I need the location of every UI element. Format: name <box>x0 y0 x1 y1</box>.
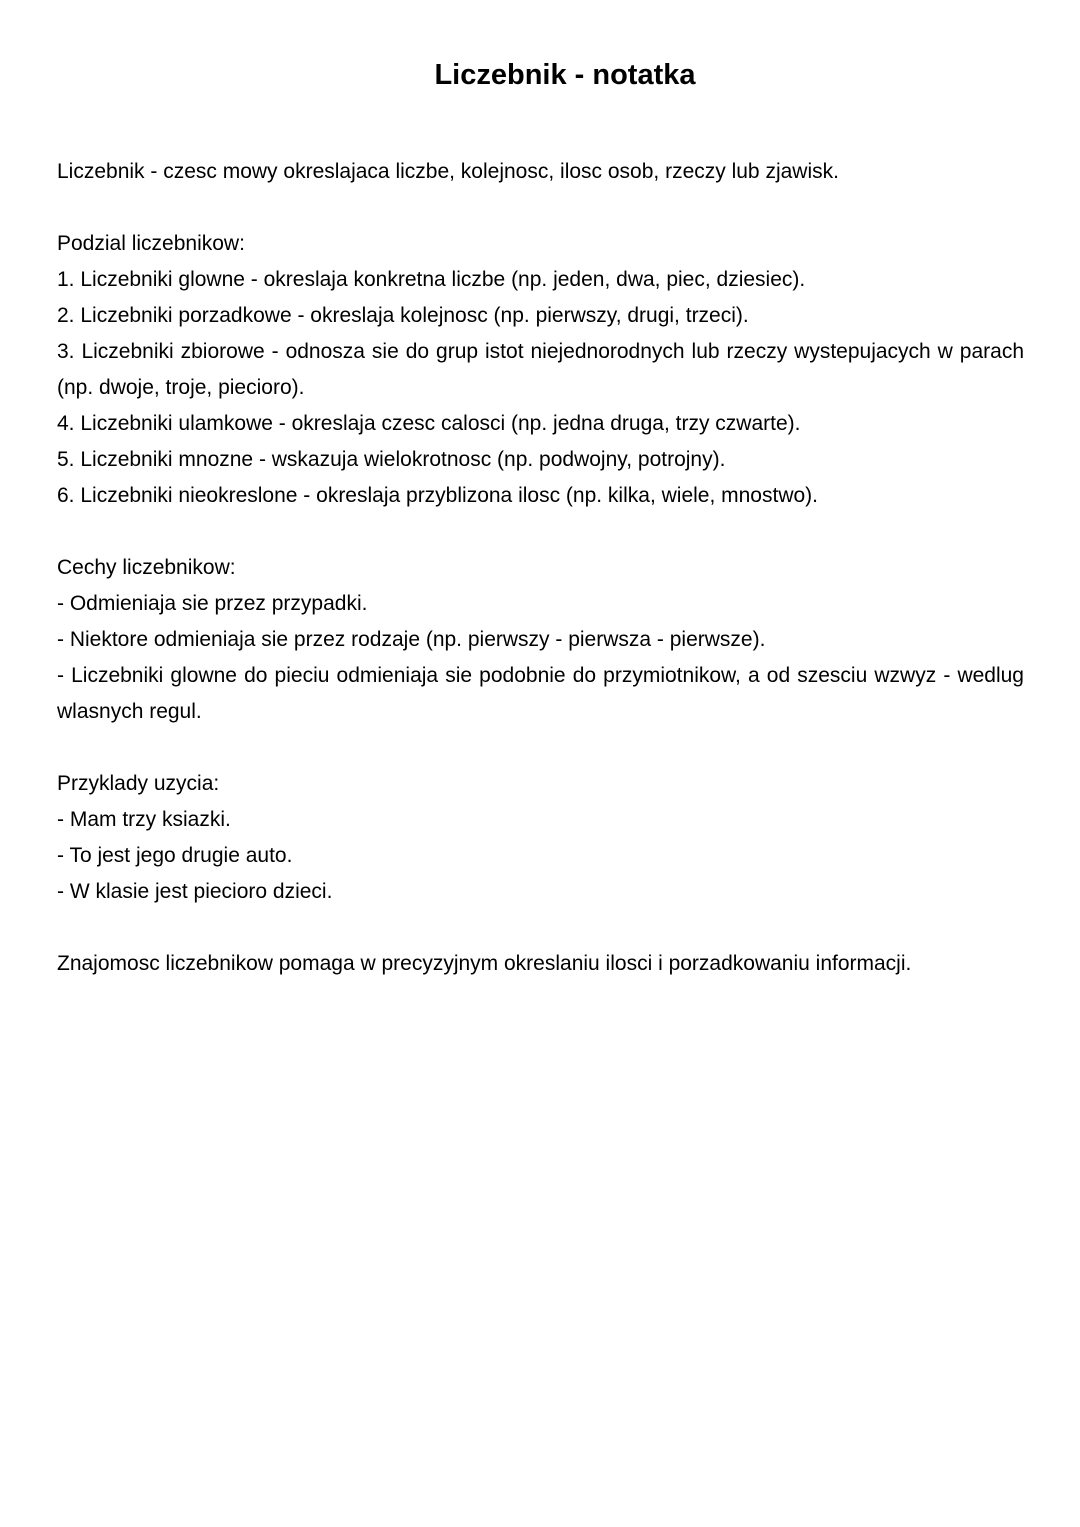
spacer <box>57 190 1024 226</box>
division-item-4: 4. Liczebniki ulamkowe - okreslaja czesc calosci (np. jedna druga, trzy czwarte). <box>57 412 801 435</box>
examples-heading: Przyklady uzycia: <box>57 772 220 795</box>
page-title: Liczebnik - notatka <box>434 59 696 91</box>
division-section <box>57 226 1024 514</box>
features-heading: Cechy liczebnikow: <box>57 556 236 579</box>
definition-paragraph: Liczebnik - czesc mowy okreslajaca liczbe, kolejnosc, ilosc osob, rzeczy lub zjawisk. <box>57 160 839 183</box>
spacer <box>57 910 1024 946</box>
division-item-3: 3. Liczebniki zbiorowe - odnosza sie do grup istot niejednorodnych lub rzeczy wystepujacych w parach (np. dwoje, troje, piecioro). <box>57 340 1024 399</box>
features-item-2: - Niektore odmieniaja sie przez rodzaje (np. pierwszy - pierwsza - pierwsze). <box>57 628 766 651</box>
division-item-5: 5. Liczebniki mnozne - wskazuja wielokrotnosc (np. podwojny, potrojny). <box>57 448 726 471</box>
examples-item-3: - W klasie jest piecioro dzieci. <box>57 880 333 903</box>
document-body <box>57 154 1024 982</box>
division-item-1: 1. Liczebniki glowne - okreslaja konkretna liczbe (np. jeden, dwa, piec, dziesiec). <box>57 268 806 291</box>
division-heading: Podzial liczebnikow: <box>57 232 245 255</box>
features-item-3: - Liczebniki glowne do pieciu odmieniaja sie podobnie do przymiotnikow, a od szesciu wzwyz - wedlug wlasnych regul. <box>57 664 1024 723</box>
examples-section <box>57 766 1024 910</box>
spacer <box>57 514 1024 550</box>
features-item-1: - Odmieniaja sie przez przypadki. <box>57 592 368 615</box>
division-item-6: 6. Liczebniki nieokreslone - okreslaja przyblizona ilosc (np. kilka, wiele, mnostwo). <box>57 484 818 507</box>
examples-item-1: - Mam trzy ksiazki. <box>57 808 231 831</box>
spacer <box>57 730 1024 766</box>
division-item-2: 2. Liczebniki porzadkowe - okreslaja kolejnosc (np. pierwszy, drugi, trzeci). <box>57 304 749 327</box>
conclusion-paragraph: Znajomosc liczebnikow pomaga w precyzyjnym okreslaniu ilosci i porzadkowaniu informacji. <box>57 952 912 975</box>
features-section <box>57 550 1024 730</box>
examples-item-2: - To jest jego drugie auto. <box>57 844 293 867</box>
